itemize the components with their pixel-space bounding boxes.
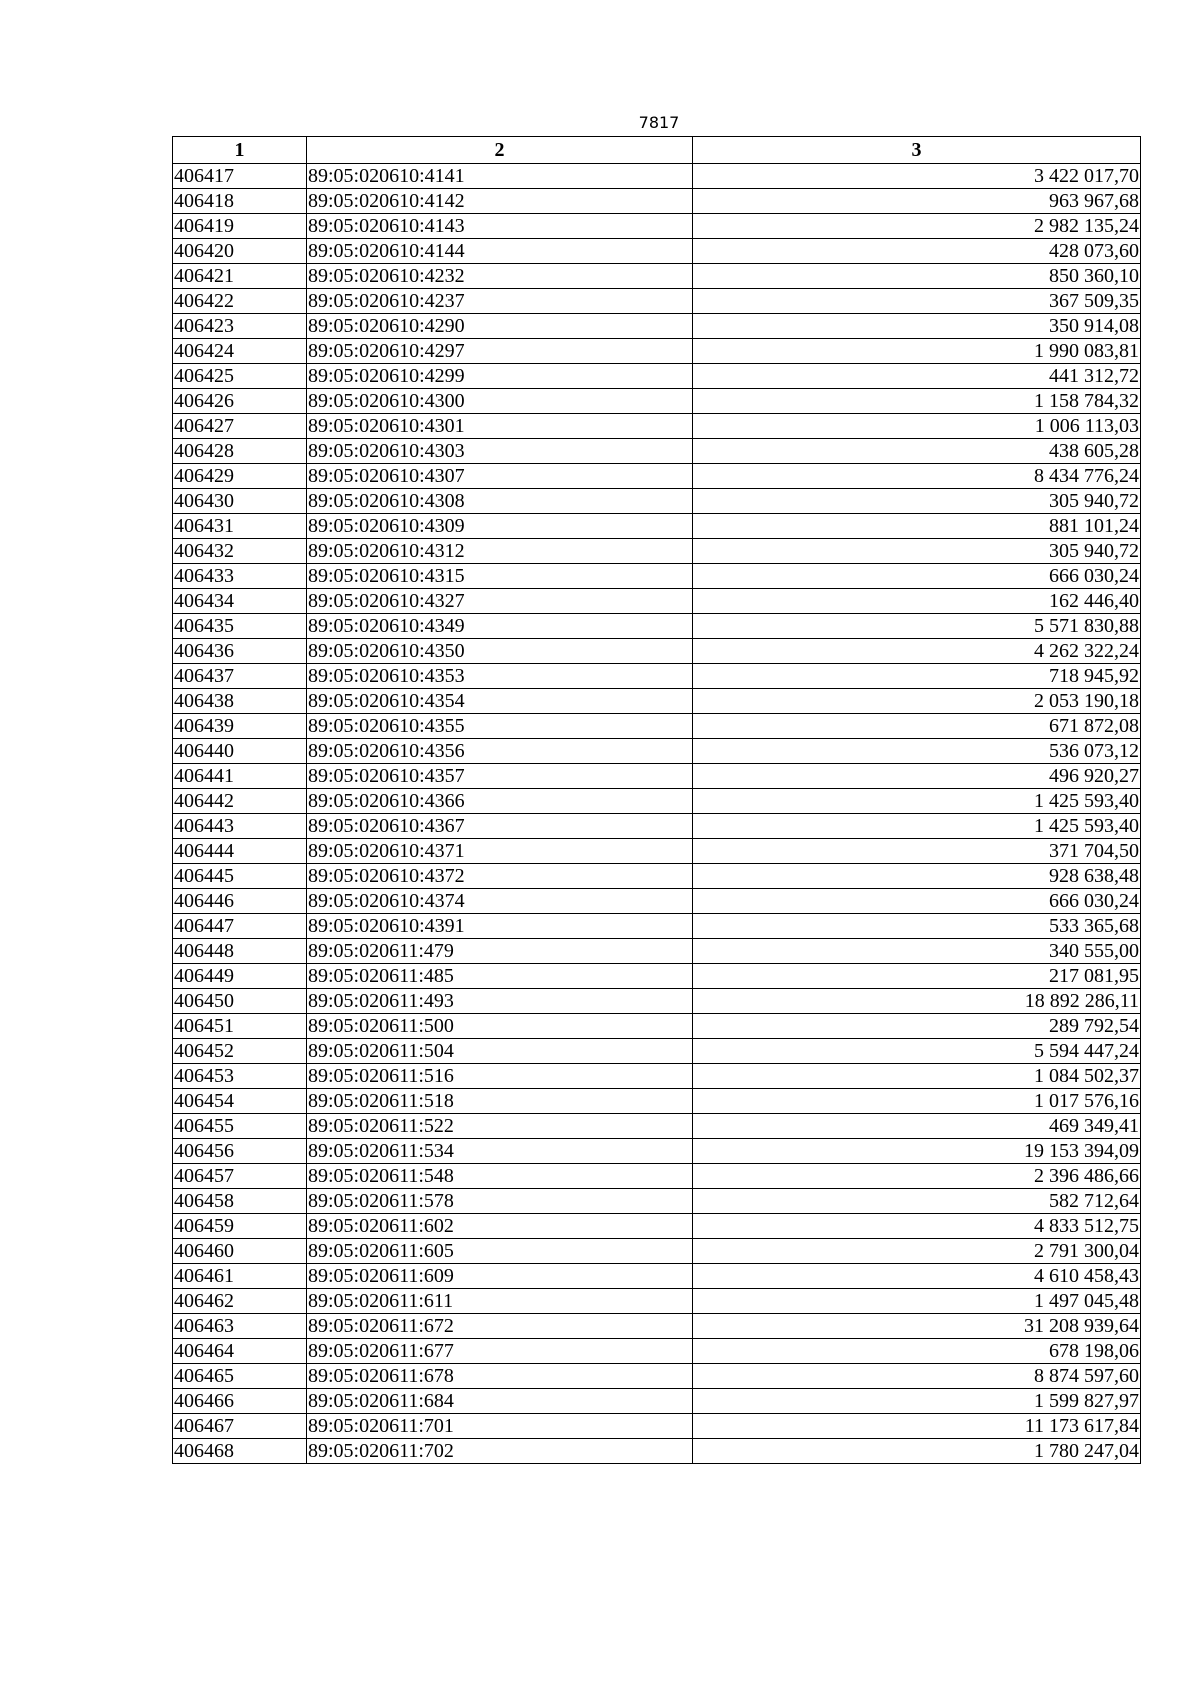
- table-row: [173, 214, 1141, 239]
- cadastral-number-cell: 89:05:020611:504: [307, 1039, 693, 1064]
- row-number-cell: 406435: [173, 614, 307, 639]
- table-row: [173, 1414, 1141, 1439]
- registry-table: [172, 136, 1141, 1464]
- value-cell: 850 360,10: [693, 264, 1141, 289]
- value-cell: 928 638,48: [693, 864, 1141, 889]
- table-row: [173, 1264, 1141, 1289]
- row-number-cell: 406439: [173, 714, 307, 739]
- cadastral-number-cell: 89:05:020610:4356: [307, 739, 693, 764]
- cadastral-number-cell: 89:05:020610:4367: [307, 814, 693, 839]
- value-cell: 1 425 593,40: [693, 789, 1141, 814]
- table-row: [173, 314, 1141, 339]
- cadastral-number-cell: 89:05:020611:518: [307, 1089, 693, 1114]
- table-row: [173, 1339, 1141, 1364]
- cadastral-number-cell: 89:05:020610:4374: [307, 889, 693, 914]
- cadastral-number-cell: 89:05:020610:4308: [307, 489, 693, 514]
- row-number-cell: 406426: [173, 389, 307, 414]
- row-number-cell: 406440: [173, 739, 307, 764]
- row-number-cell: 406431: [173, 514, 307, 539]
- row-number-cell: 406421: [173, 264, 307, 289]
- table-row: [173, 739, 1141, 764]
- table-row: [173, 864, 1141, 889]
- value-cell: 718 945,92: [693, 664, 1141, 689]
- row-number-cell: 406429: [173, 464, 307, 489]
- cadastral-number-cell: 89:05:020611:479: [307, 939, 693, 964]
- cadastral-number-cell: 89:05:020610:4142: [307, 189, 693, 214]
- value-cell: 305 940,72: [693, 539, 1141, 564]
- value-cell: 8 874 597,60: [693, 1364, 1141, 1389]
- row-number-cell: 406458: [173, 1189, 307, 1214]
- table-row: [173, 414, 1141, 439]
- value-cell: 1 780 247,04: [693, 1439, 1141, 1464]
- table-row: [173, 889, 1141, 914]
- value-cell: 5 594 447,24: [693, 1039, 1141, 1064]
- value-cell: 4 610 458,43: [693, 1264, 1141, 1289]
- cadastral-number-cell: 89:05:020610:4303: [307, 439, 693, 464]
- table-row: [173, 1039, 1141, 1064]
- row-number-cell: 406466: [173, 1389, 307, 1414]
- table-row: [173, 164, 1141, 189]
- value-cell: 19 153 394,09: [693, 1139, 1141, 1164]
- table-row: [173, 464, 1141, 489]
- cadastral-number-cell: 89:05:020610:4312: [307, 539, 693, 564]
- cadastral-number-cell: 89:05:020611:500: [307, 1014, 693, 1039]
- cadastral-number-cell: 89:05:020611:611: [307, 1289, 693, 1314]
- cadastral-number-cell: 89:05:020611:516: [307, 1064, 693, 1089]
- table-row: [173, 514, 1141, 539]
- row-number-cell: 406428: [173, 439, 307, 464]
- value-cell: 881 101,24: [693, 514, 1141, 539]
- value-cell: 11 173 617,84: [693, 1414, 1141, 1439]
- cadastral-number-cell: 89:05:020611:534: [307, 1139, 693, 1164]
- row-number-cell: 406447: [173, 914, 307, 939]
- column-header-3: 3: [693, 137, 1141, 164]
- row-number-cell: 406450: [173, 989, 307, 1014]
- value-cell: 4 833 512,75: [693, 1214, 1141, 1239]
- row-number-cell: 406461: [173, 1264, 307, 1289]
- row-number-cell: 406420: [173, 239, 307, 264]
- row-number-cell: 406460: [173, 1239, 307, 1264]
- row-number-cell: 406438: [173, 689, 307, 714]
- table-row: [173, 664, 1141, 689]
- cadastral-number-cell: 89:05:020610:4300: [307, 389, 693, 414]
- row-number-cell: 406464: [173, 1339, 307, 1364]
- header-row: [173, 137, 1141, 164]
- cadastral-number-cell: 89:05:020610:4349: [307, 614, 693, 639]
- row-number-cell: 406443: [173, 814, 307, 839]
- row-number-cell: 406467: [173, 1414, 307, 1439]
- cadastral-number-cell: 89:05:020610:4299: [307, 364, 693, 389]
- row-number-cell: 406462: [173, 1289, 307, 1314]
- row-number-cell: 406459: [173, 1214, 307, 1239]
- table-row: [173, 614, 1141, 639]
- table-row: [173, 1314, 1141, 1339]
- value-cell: 3 422 017,70: [693, 164, 1141, 189]
- value-cell: 1 990 083,81: [693, 339, 1141, 364]
- value-cell: 2 982 135,24: [693, 214, 1141, 239]
- row-number-cell: 406468: [173, 1439, 307, 1464]
- cadastral-number-cell: 89:05:020610:4309: [307, 514, 693, 539]
- value-cell: 31 208 939,64: [693, 1314, 1141, 1339]
- cadastral-number-cell: 89:05:020610:4391: [307, 914, 693, 939]
- value-cell: 533 365,68: [693, 914, 1141, 939]
- value-cell: 963 967,68: [693, 189, 1141, 214]
- value-cell: 2 396 486,66: [693, 1164, 1141, 1189]
- row-number-cell: 406441: [173, 764, 307, 789]
- row-number-cell: 406437: [173, 664, 307, 689]
- table-row: [173, 639, 1141, 664]
- row-number-cell: 406445: [173, 864, 307, 889]
- value-cell: 469 349,41: [693, 1114, 1141, 1139]
- cadastral-number-cell: 89:05:020611:493: [307, 989, 693, 1014]
- table-row: [173, 1189, 1141, 1214]
- value-cell: 18 892 286,11: [693, 989, 1141, 1014]
- cadastral-number-cell: 89:05:020610:4327: [307, 589, 693, 614]
- row-number-cell: 406446: [173, 889, 307, 914]
- table-row: [173, 239, 1141, 264]
- table-row: [173, 1289, 1141, 1314]
- value-cell: 350 914,08: [693, 314, 1141, 339]
- table-row: [173, 439, 1141, 464]
- table-row: [173, 539, 1141, 564]
- row-number-cell: 406452: [173, 1039, 307, 1064]
- table-row: [173, 989, 1141, 1014]
- table-row: [173, 1389, 1141, 1414]
- value-cell: 367 509,35: [693, 289, 1141, 314]
- cadastral-number-cell: 89:05:020611:684: [307, 1389, 693, 1414]
- cadastral-number-cell: 89:05:020610:4366: [307, 789, 693, 814]
- row-number-cell: 406419: [173, 214, 307, 239]
- row-number-cell: 406423: [173, 314, 307, 339]
- table-body: [173, 164, 1141, 1464]
- value-cell: 305 940,72: [693, 489, 1141, 514]
- table-row: [173, 814, 1141, 839]
- value-cell: 438 605,28: [693, 439, 1141, 464]
- value-cell: 666 030,24: [693, 564, 1141, 589]
- value-cell: 2 791 300,04: [693, 1239, 1141, 1264]
- cadastral-number-cell: 89:05:020610:4350: [307, 639, 693, 664]
- cadastral-number-cell: 89:05:020610:4355: [307, 714, 693, 739]
- value-cell: 162 446,40: [693, 589, 1141, 614]
- cadastral-number-cell: 89:05:020610:4372: [307, 864, 693, 889]
- table-row: [173, 1164, 1141, 1189]
- cadastral-number-cell: 89:05:020611:677: [307, 1339, 693, 1364]
- row-number-cell: 406454: [173, 1089, 307, 1114]
- cadastral-number-cell: 89:05:020610:4371: [307, 839, 693, 864]
- value-cell: 536 073,12: [693, 739, 1141, 764]
- table-row: [173, 364, 1141, 389]
- table-row: [173, 1439, 1141, 1464]
- table-row: [173, 764, 1141, 789]
- column-header-1: 1: [173, 137, 307, 164]
- cadastral-number-cell: 89:05:020610:4232: [307, 264, 693, 289]
- value-cell: 8 434 776,24: [693, 464, 1141, 489]
- value-cell: 678 198,06: [693, 1339, 1141, 1364]
- value-cell: 1 006 113,03: [693, 414, 1141, 439]
- table-row: [173, 1014, 1141, 1039]
- cadastral-number-cell: 89:05:020610:4354: [307, 689, 693, 714]
- table-row: [173, 1364, 1141, 1389]
- row-number-cell: 406442: [173, 789, 307, 814]
- row-number-cell: 406427: [173, 414, 307, 439]
- cadastral-number-cell: 89:05:020611:602: [307, 1214, 693, 1239]
- table-row: [173, 939, 1141, 964]
- cadastral-number-cell: 89:05:020611:605: [307, 1239, 693, 1264]
- value-cell: 2 053 190,18: [693, 689, 1141, 714]
- cadastral-number-cell: 89:05:020611:702: [307, 1439, 693, 1464]
- row-number-cell: 406424: [173, 339, 307, 364]
- table-row: [173, 714, 1141, 739]
- row-number-cell: 406432: [173, 539, 307, 564]
- column-header-2: 2: [307, 137, 693, 164]
- cadastral-number-cell: 89:05:020611:672: [307, 1314, 693, 1339]
- value-cell: 1 084 502,37: [693, 1064, 1141, 1089]
- row-number-cell: 406448: [173, 939, 307, 964]
- cadastral-number-cell: 89:05:020611:548: [307, 1164, 693, 1189]
- table-row: [173, 389, 1141, 414]
- table-row: [173, 289, 1141, 314]
- value-cell: 441 312,72: [693, 364, 1141, 389]
- table-row: [173, 789, 1141, 814]
- table-row: [173, 189, 1141, 214]
- cadastral-number-cell: 89:05:020611:678: [307, 1364, 693, 1389]
- row-number-cell: 406417: [173, 164, 307, 189]
- table-row: [173, 589, 1141, 614]
- cadastral-number-cell: 89:05:020610:4237: [307, 289, 693, 314]
- cadastral-number-cell: 89:05:020610:4301: [307, 414, 693, 439]
- cadastral-number-cell: 89:05:020611:701: [307, 1414, 693, 1439]
- cadastral-number-cell: 89:05:020611:578: [307, 1189, 693, 1214]
- row-number-cell: 406418: [173, 189, 307, 214]
- row-number-cell: 406430: [173, 489, 307, 514]
- value-cell: 1 017 576,16: [693, 1089, 1141, 1114]
- value-cell: 4 262 322,24: [693, 639, 1141, 664]
- table-row: [173, 1114, 1141, 1139]
- row-number-cell: 406425: [173, 364, 307, 389]
- value-cell: 217 081,95: [693, 964, 1141, 989]
- table-row: [173, 1239, 1141, 1264]
- value-cell: 1 425 593,40: [693, 814, 1141, 839]
- table-row: [173, 1214, 1141, 1239]
- cadastral-number-cell: 89:05:020610:4141: [307, 164, 693, 189]
- cadastral-number-cell: 89:05:020611:522: [307, 1114, 693, 1139]
- value-cell: 582 712,64: [693, 1189, 1141, 1214]
- table-row: [173, 339, 1141, 364]
- cadastral-number-cell: 89:05:020610:4357: [307, 764, 693, 789]
- row-number-cell: 406434: [173, 589, 307, 614]
- table-row: [173, 1064, 1141, 1089]
- cadastral-number-cell: 89:05:020610:4315: [307, 564, 693, 589]
- table-row: [173, 914, 1141, 939]
- row-number-cell: 406465: [173, 1364, 307, 1389]
- row-number-cell: 406433: [173, 564, 307, 589]
- cadastral-number-cell: 89:05:020610:4144: [307, 239, 693, 264]
- row-number-cell: 406436: [173, 639, 307, 664]
- table-row: [173, 964, 1141, 989]
- row-number-cell: 406422: [173, 289, 307, 314]
- table-row: [173, 1089, 1141, 1114]
- table-row: [173, 489, 1141, 514]
- table-row: [173, 689, 1141, 714]
- cadastral-number-cell: 89:05:020610:4143: [307, 214, 693, 239]
- row-number-cell: 406455: [173, 1114, 307, 1139]
- table-header: [173, 137, 1141, 164]
- cadastral-number-cell: 89:05:020610:4353: [307, 664, 693, 689]
- value-cell: 1 497 045,48: [693, 1289, 1141, 1314]
- row-number-cell: 406451: [173, 1014, 307, 1039]
- cadastral-number-cell: 89:05:020610:4297: [307, 339, 693, 364]
- value-cell: 1 158 784,32: [693, 389, 1141, 414]
- row-number-cell: 406457: [173, 1164, 307, 1189]
- page-number: 7817: [638, 113, 680, 132]
- value-cell: 671 872,08: [693, 714, 1141, 739]
- row-number-cell: 406456: [173, 1139, 307, 1164]
- cadastral-number-cell: 89:05:020610:4290: [307, 314, 693, 339]
- table-row: [173, 564, 1141, 589]
- value-cell: 1 599 827,97: [693, 1389, 1141, 1414]
- value-cell: 496 920,27: [693, 764, 1141, 789]
- row-number-cell: 406449: [173, 964, 307, 989]
- table-row: [173, 264, 1141, 289]
- row-number-cell: 406453: [173, 1064, 307, 1089]
- row-number-cell: 406444: [173, 839, 307, 864]
- value-cell: 428 073,60: [693, 239, 1141, 264]
- table-row: [173, 839, 1141, 864]
- cadastral-number-cell: 89:05:020611:609: [307, 1264, 693, 1289]
- cadastral-number-cell: 89:05:020610:4307: [307, 464, 693, 489]
- value-cell: 340 555,00: [693, 939, 1141, 964]
- value-cell: 371 704,50: [693, 839, 1141, 864]
- row-number-cell: 406463: [173, 1314, 307, 1339]
- value-cell: 5 571 830,88: [693, 614, 1141, 639]
- cadastral-number-cell: 89:05:020611:485: [307, 964, 693, 989]
- value-cell: 666 030,24: [693, 889, 1141, 914]
- table-row: [173, 1139, 1141, 1164]
- value-cell: 289 792,54: [693, 1014, 1141, 1039]
